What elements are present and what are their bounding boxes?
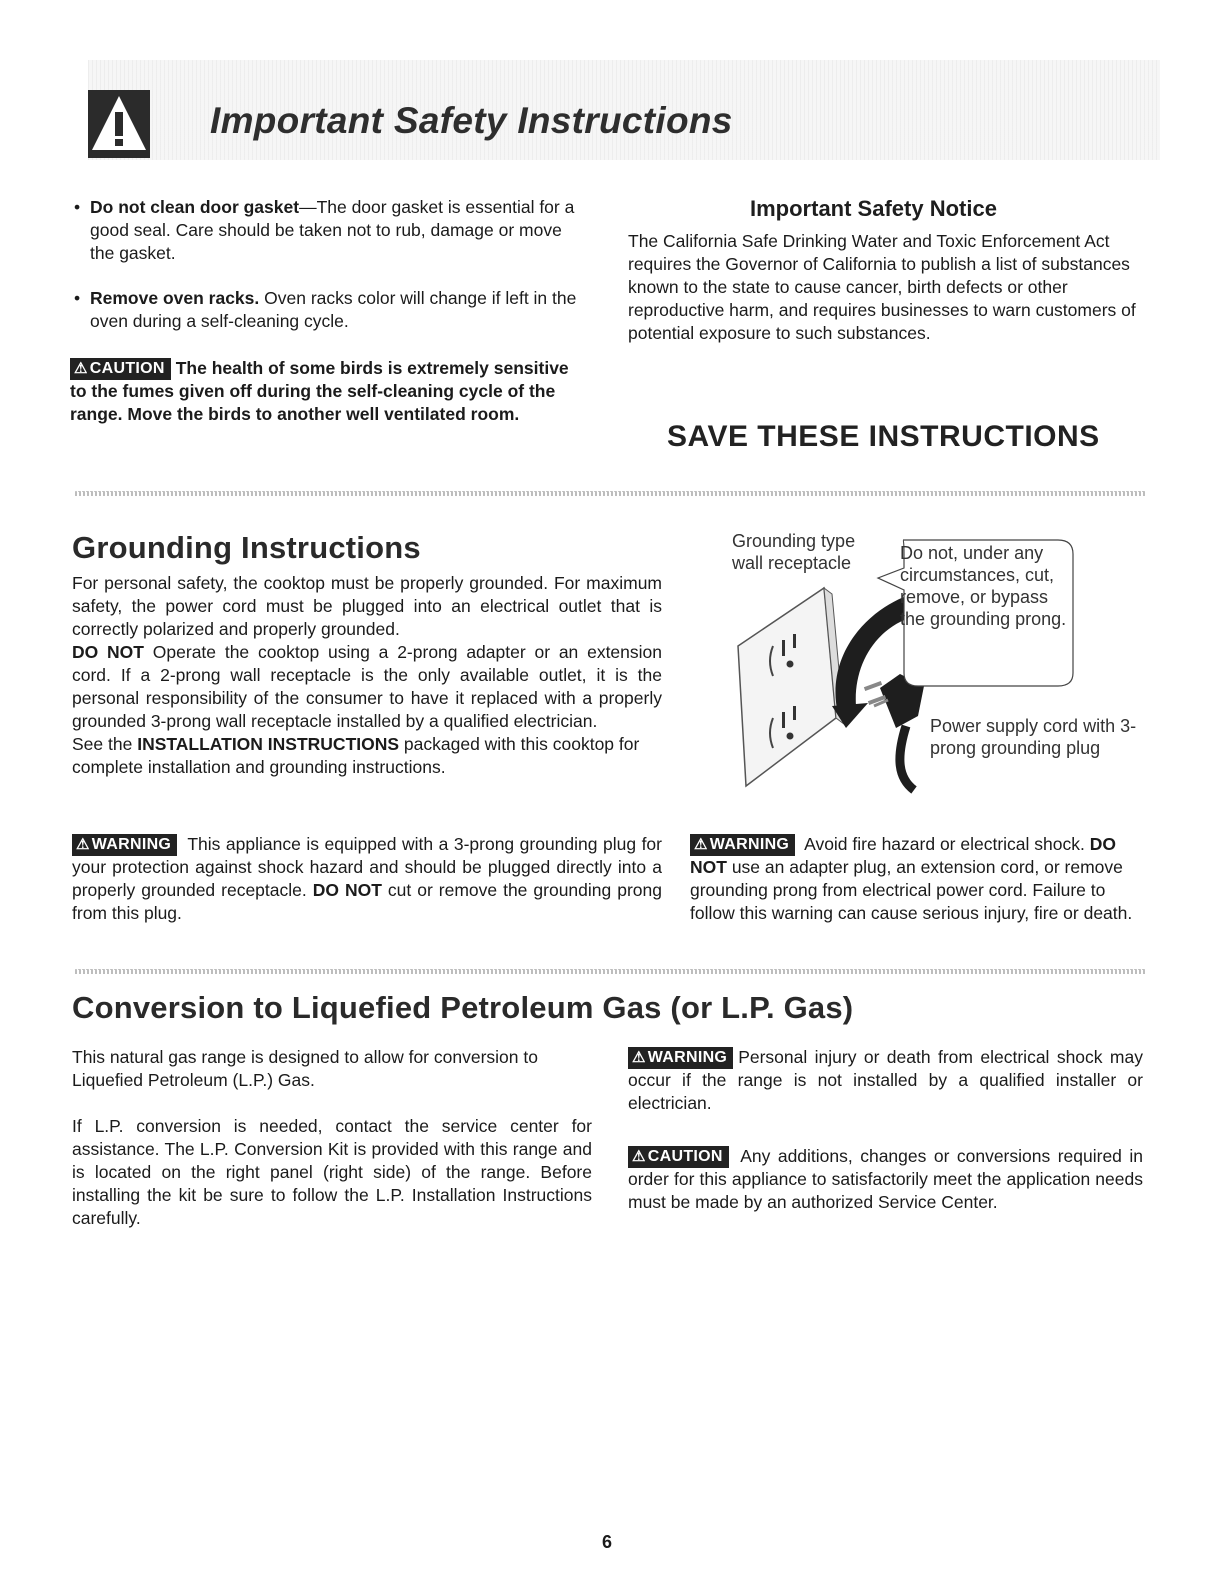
grounding-p1: For personal safety, the cooktop must be properly grounded. For maximum safety, the power cord must be plugged into an electrical outlet that is correctly polarized and properly grounded. (72, 573, 662, 639)
cord-label: Power supply cord with 3-prong grounding plug (930, 716, 1137, 758)
divider (75, 969, 1145, 974)
grounding-body (72, 572, 662, 779)
divider (75, 491, 1145, 496)
receptacle-label: Grounding type wall receptacle (732, 531, 856, 573)
warning-icon: ⚠ (74, 360, 88, 377)
caution-text: The health of some birds is extremely sensitive to the fumes given off during the self-cleaning cycle of the range. Move the birds to another well ventilated room. (70, 358, 569, 424)
grounding-p3: See the INSTALLATION INSTRUCTIONS packaged with this cooktop for complete installation and grounding instructions. (72, 734, 640, 777)
conversion-caution: ⚠ CAUTION Any additions, changes or conversions required in order for this appliance to satisfactorily meet the application needs must be made by an authorized Service Center. (628, 1146, 1143, 1212)
bullet-text: —The door gasket is essential for a good seal. Care should be taken not to rub, damage or move the gasket. (90, 197, 575, 263)
notice-title: Important Safety Notice (750, 196, 997, 221)
conversion-left (72, 1046, 592, 1230)
warning-icon (88, 90, 150, 158)
conversion-title: Conversion to Liquefied Petroleum Gas (or L.P. Gas) (72, 990, 854, 1025)
caution-birds (70, 357, 570, 426)
caution-badge: ⚠ CAUTION (628, 1146, 729, 1168)
left-top-column (70, 196, 590, 426)
conversion-p2: If L.P. conversion is needed, contact the service center for assistance. The L.P. Conversion Kit is provided with this range and is located on the right panel (right side) of the range. Before installing the kit be sure to follow the L.P. Installation Instructions carefully. (72, 1116, 592, 1228)
warning-badge: ⚠ WARNING (72, 834, 177, 856)
bullet-door-gasket (70, 196, 590, 265)
grounding-title: Grounding Instructions (72, 530, 421, 565)
bullet-bold: Remove oven racks. (90, 288, 260, 308)
bullet-dot: • (74, 197, 81, 217)
header-icon-box (88, 90, 150, 158)
bubble-label: Do not, under any circumstances, cut, remove, or bypass the grounding prong. (900, 543, 1067, 629)
right-warning: ⚠ WARNING Avoid fire hazard or electrical shock. DO NOT use an adapter plug, an extension cord, or remove grounding prong from electrical power cord. Failure to follow this warning can cause serious injury, fire or death. (690, 834, 1133, 923)
save-instructions: SAVE THESE INSTRUCTIONS (667, 420, 1100, 453)
grounding-warning: ⚠ WARNING This appliance is equipped with a 3-prong grounding plug for your protection against shock hazard and should be plugged directly into a properly grounded receptacle. DO NOT cut or remove the grounding prong from this plug. (72, 834, 662, 923)
warning-icon: ⚠ (632, 1148, 646, 1165)
grounding-figure (728, 528, 1148, 798)
warning-icon: ⚠ (632, 1049, 646, 1066)
warning-icon: ⚠ (76, 836, 90, 853)
grounding-p2: DO NOT Operate the cooktop using a 2-prong adapter or an extension cord. If a 2-prong wall receptacle is the only available outlet, it is the personal responsibility of the consumer to have it replaced with a properly grounded 3-prong wall receptacle installed by a qualified electrician. (72, 642, 662, 731)
conversion-p1: This natural gas range is designed to allow for conversion to Liquefied Petroleum (L.P.) Gas. (72, 1047, 538, 1090)
page-number: 6 (602, 1532, 613, 1552)
warning-badge: ⚠ WARNING (628, 1047, 733, 1069)
conversion-warning: ⚠ WARNING Personal injury or death from electrical shock may occur if the range is not installed by a qualified installer or electrician. (628, 1047, 1143, 1113)
bullet-text: Oven racks color will change if left in the oven during a self-cleaning cycle. (90, 288, 577, 331)
bullet-dot: • (74, 288, 81, 308)
page-title: Important Safety Instructions (210, 100, 733, 141)
bullet-oven-racks (70, 287, 590, 333)
notice-text: The California Safe Drinking Water and Toxic Enforcement Act requires the Governor of California to publish a list of substances known to the state to cause cancer, birth defects or other reproductive harm, and requires businesses to warn customers of potential exposure to such substances. (628, 231, 1136, 343)
warning-badge: ⚠ WARNING (690, 834, 795, 856)
caution-badge: ⚠ CAUTION (70, 358, 171, 380)
warning-icon: ⚠ (694, 836, 708, 853)
bullet-bold: Do not clean door gasket (90, 197, 300, 217)
conversion-right (628, 1046, 1143, 1214)
